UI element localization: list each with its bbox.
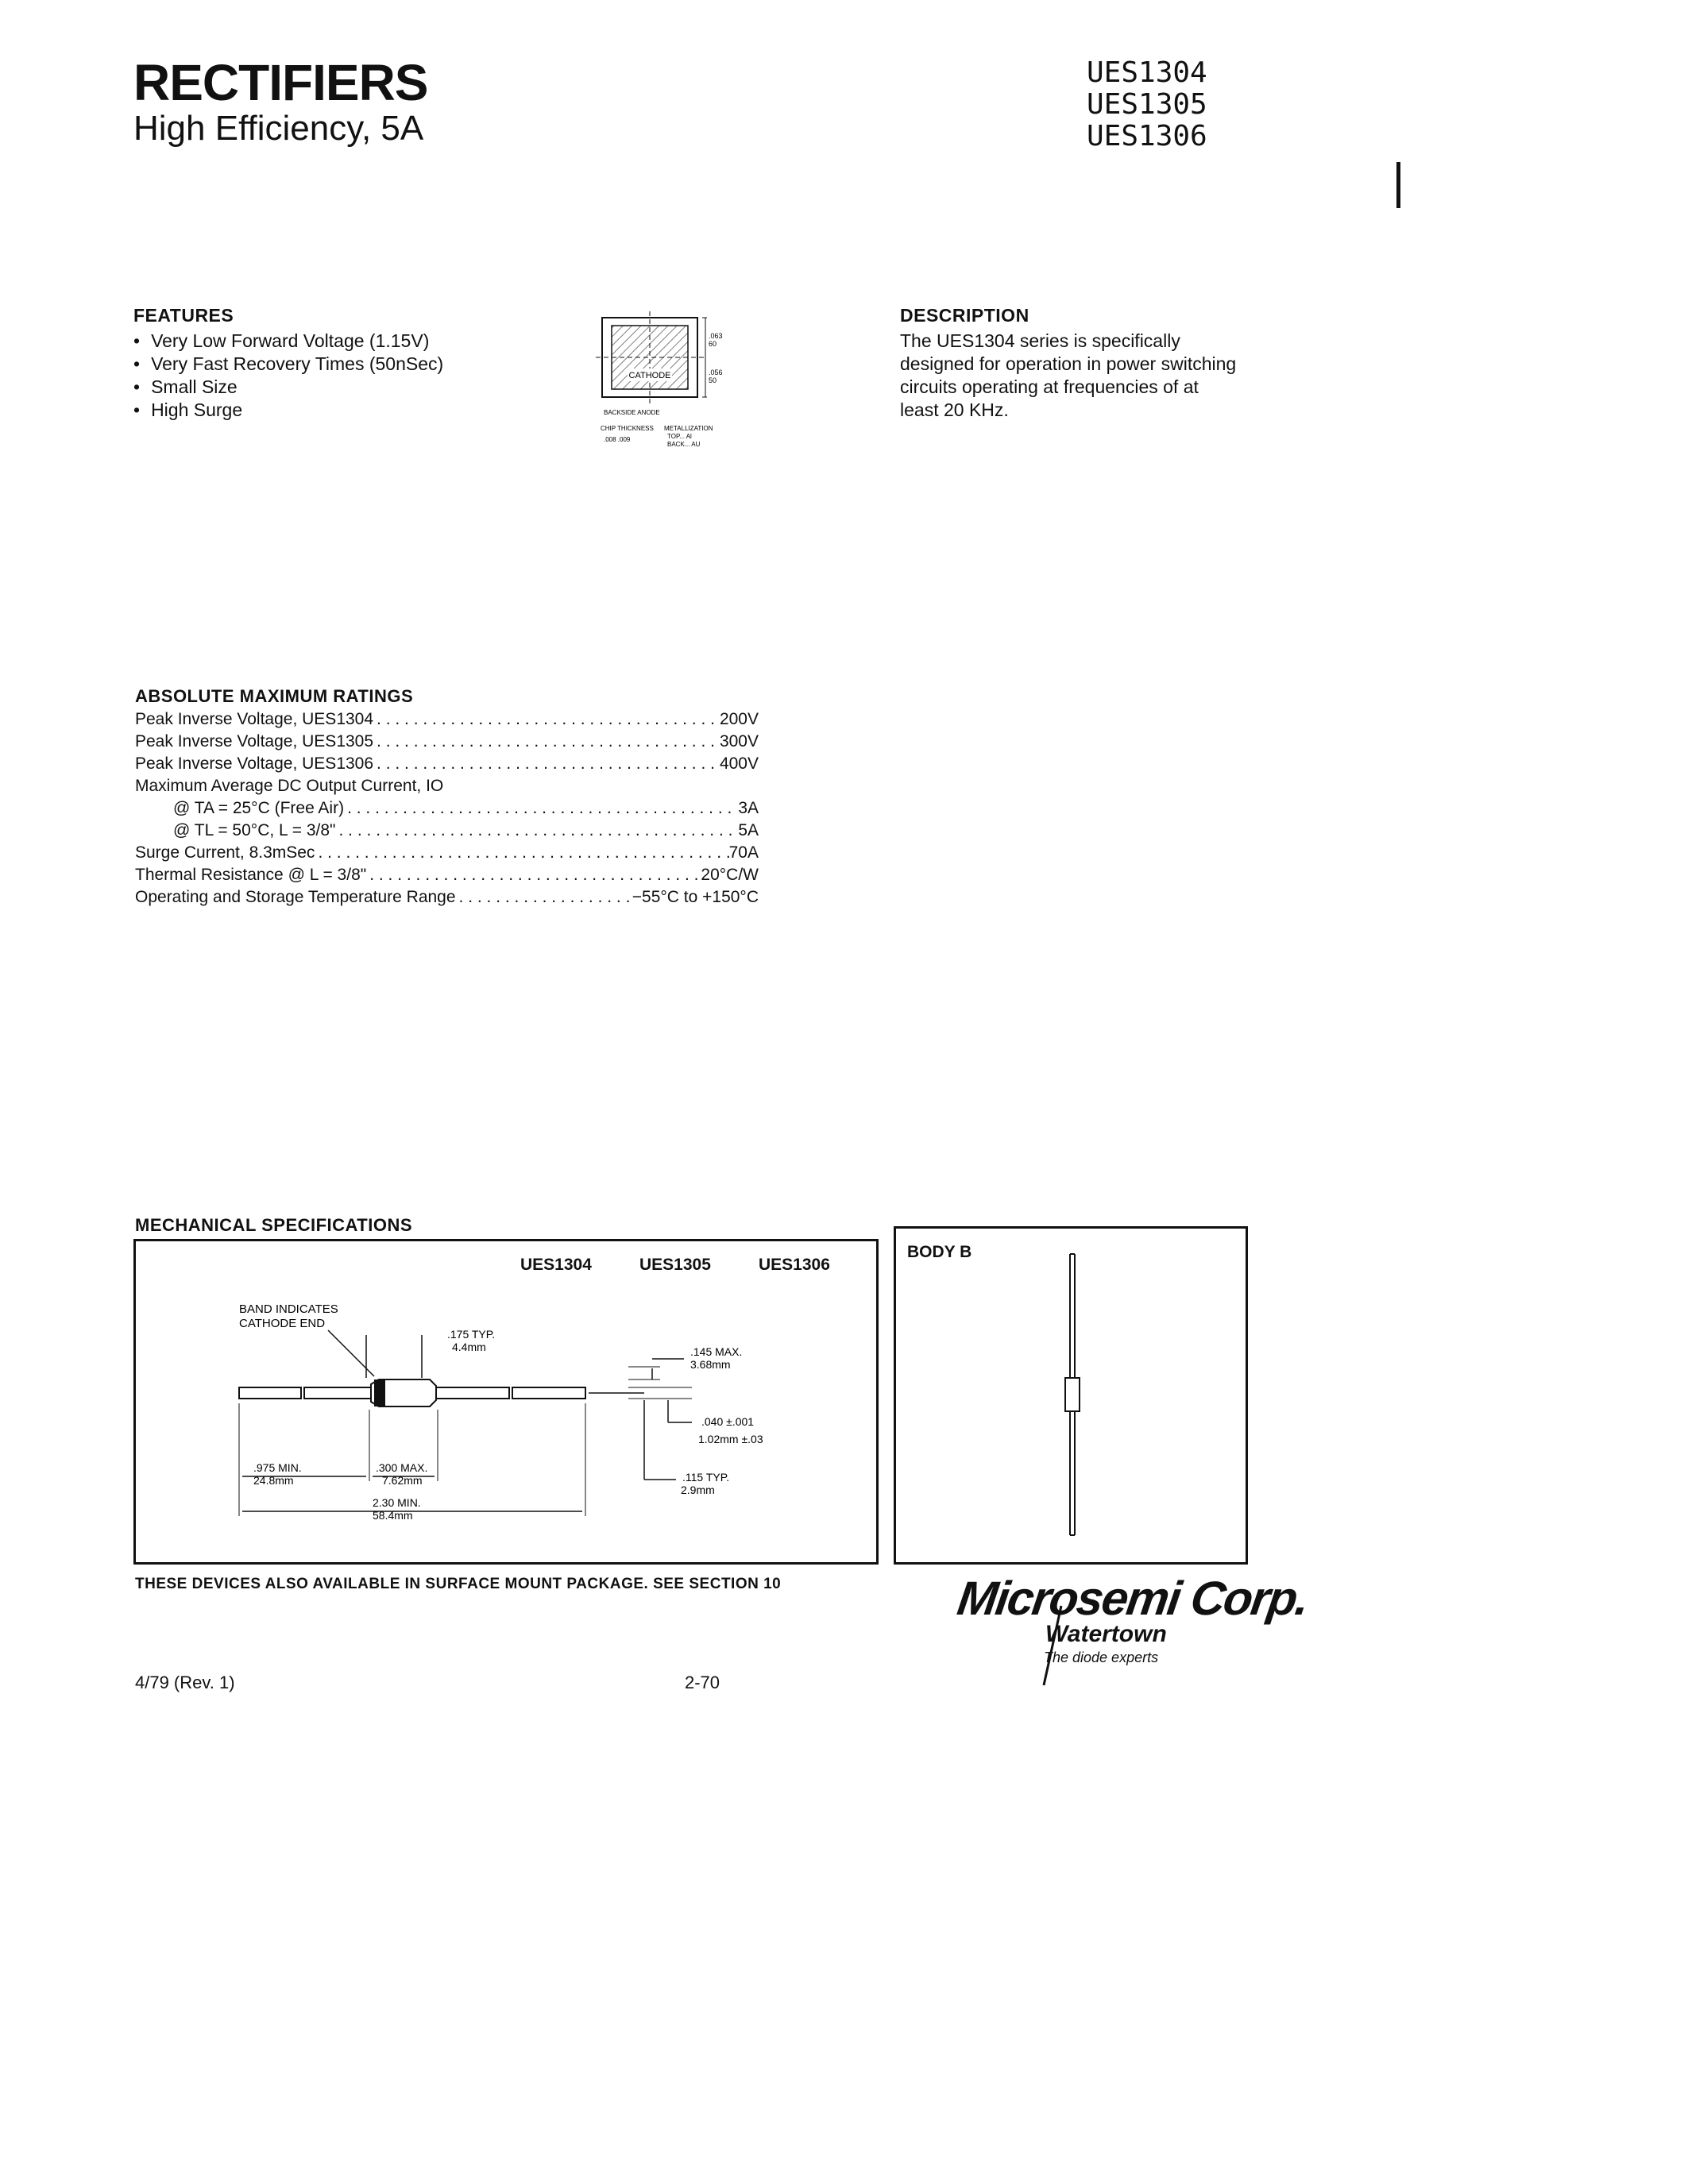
- svg-text:50: 50: [709, 376, 717, 384]
- backside-label: BACKSIDE ANODE: [604, 409, 660, 416]
- svg-text:.975 MIN.: .975 MIN.: [253, 1461, 302, 1474]
- ratings-table: [135, 708, 759, 909]
- table-row: Surge Current, 8.3mSec . . . 70A: [135, 842, 759, 864]
- svg-text:.145 MAX.: .145 MAX.: [690, 1345, 743, 1358]
- table-row: @ TA = 25°C (Free Air) . . . 3A: [135, 797, 759, 820]
- table-row: Peak Inverse Voltage, UES1305 . . . 300V: [135, 731, 759, 753]
- svg-text:.063: .063: [709, 332, 723, 340]
- ratings-heading: ABSOLUTE MAXIMUM RATINGS: [135, 686, 414, 706]
- svg-text:.175 TYP.: .175 TYP.: [447, 1328, 496, 1341]
- svg-text:.056: .056: [709, 369, 723, 376]
- lead-left-1: [239, 1387, 301, 1399]
- logo-location: Watertown: [1045, 1621, 1167, 1647]
- part-number-list: [1087, 57, 1207, 152]
- svg-text:.115 TYP.: .115 TYP.: [682, 1471, 730, 1484]
- features-list: [133, 330, 443, 422]
- page-title: RECTIFIERS: [133, 54, 428, 111]
- svg-text:BACK... AU: BACK... AU: [667, 441, 701, 448]
- part-number: UES1304: [1087, 56, 1207, 89]
- svg-text:CHIP THICKNESS: CHIP THICKNESS: [601, 425, 654, 432]
- mechanical-heading: MECHANICAL SPECIFICATIONS: [135, 1215, 413, 1235]
- availability-note: THESE DEVICES ALSO AVAILABLE IN SURFACE MOUNT PACKAGE. SEE SECTION 10: [135, 1576, 782, 1592]
- list-item: • High Surge: [133, 399, 443, 422]
- features-heading: FEATURES: [133, 305, 234, 326]
- svg-text:2.9mm: 2.9mm: [681, 1484, 715, 1496]
- svg-text:TOP... Al: TOP... Al: [667, 433, 692, 440]
- svg-text:.008 .009: .008 .009: [604, 436, 631, 443]
- company-logo: [954, 1571, 1311, 1666]
- svg-text:58.4mm: 58.4mm: [373, 1509, 413, 1522]
- lead-right-1: [436, 1387, 509, 1399]
- description-section: [900, 305, 1236, 422]
- revision-date: 4/79 (Rev. 1): [135, 1673, 235, 1692]
- logo-name: Microsemi Corp.: [954, 1572, 1311, 1625]
- description-heading: DESCRIPTION: [900, 305, 1029, 326]
- chip-diagram: [588, 307, 731, 465]
- list-item: • Very Low Forward Voltage (1.15V): [133, 330, 443, 353]
- table-row: Peak Inverse Voltage, UES1306 . . . 400V: [135, 753, 759, 775]
- page-number: 2-70: [685, 1673, 720, 1692]
- svg-text:7.62mm: 7.62mm: [382, 1474, 423, 1487]
- mechanical-drawing-box: [133, 1239, 879, 1565]
- column-header: UES1306: [759, 1256, 830, 1274]
- svg-text:24.8mm: 24.8mm: [253, 1474, 294, 1487]
- body-outline-box: [894, 1226, 1248, 1565]
- body-b-outline-drawing: [896, 1229, 1246, 1562]
- list-item: • Very Fast Recovery Times (50nSec): [133, 353, 443, 376]
- cathode-band: [374, 1379, 385, 1406]
- lead-right-2: [512, 1387, 585, 1399]
- ratings-section: [135, 686, 759, 909]
- part-number: UES1306: [1087, 120, 1207, 152]
- cathode-label: CATHODE: [628, 371, 671, 380]
- table-row: Operating and Storage Temperature Range . . . −55°C to +150°C: [135, 886, 759, 909]
- description-text: The UES1304 series is specifically designed for operation in power switching circuits operating at frequencies of at least 20 KHz.: [900, 330, 1237, 420]
- table-row: Maximum Average DC Output Current, IO: [135, 777, 444, 795]
- svg-text:3.68mm: 3.68mm: [690, 1358, 731, 1371]
- table-row: Peak Inverse Voltage, UES1304 . . . 200V: [135, 708, 759, 731]
- svg-text:60: 60: [709, 340, 717, 348]
- column-header: UES1304: [520, 1256, 592, 1274]
- list-item: • Small Size: [133, 376, 443, 399]
- page-subtitle: High Efficiency, 5A: [133, 109, 424, 148]
- column-header: UES1305: [639, 1256, 711, 1274]
- svg-text:1.02mm ±.03: 1.02mm ±.03: [698, 1433, 763, 1445]
- svg-text:.040 ±.001: .040 ±.001: [701, 1415, 755, 1428]
- svg-text:4.4mm: 4.4mm: [452, 1341, 486, 1353]
- svg-text:.300 MAX.: .300 MAX.: [376, 1461, 428, 1474]
- svg-text:2.30 MIN.: 2.30 MIN.: [373, 1496, 421, 1509]
- svg-text:METALLIZATION: METALLIZATION: [664, 425, 713, 432]
- svg-text:CATHODE END: CATHODE END: [239, 1317, 326, 1330]
- diode-dimension-drawing: [136, 1273, 875, 1559]
- lead-left-2: [304, 1387, 371, 1399]
- features-section: [133, 305, 443, 422]
- body-label: BODY B: [907, 1243, 972, 1261]
- table-row: Thermal Resistance @ L = 3/8" . . . 20°C/W: [135, 864, 759, 886]
- part-number: UES1305: [1087, 88, 1207, 121]
- table-row: @ TL = 50°C, L = 3/8" . . . 5A: [135, 820, 759, 842]
- section-marker-bar: [1396, 162, 1400, 208]
- logo-tagline: The diode experts: [1044, 1650, 1159, 1665]
- logo-slash-mark: [1041, 1604, 1064, 1687]
- band-label: BAND INDICATES: [239, 1302, 338, 1316]
